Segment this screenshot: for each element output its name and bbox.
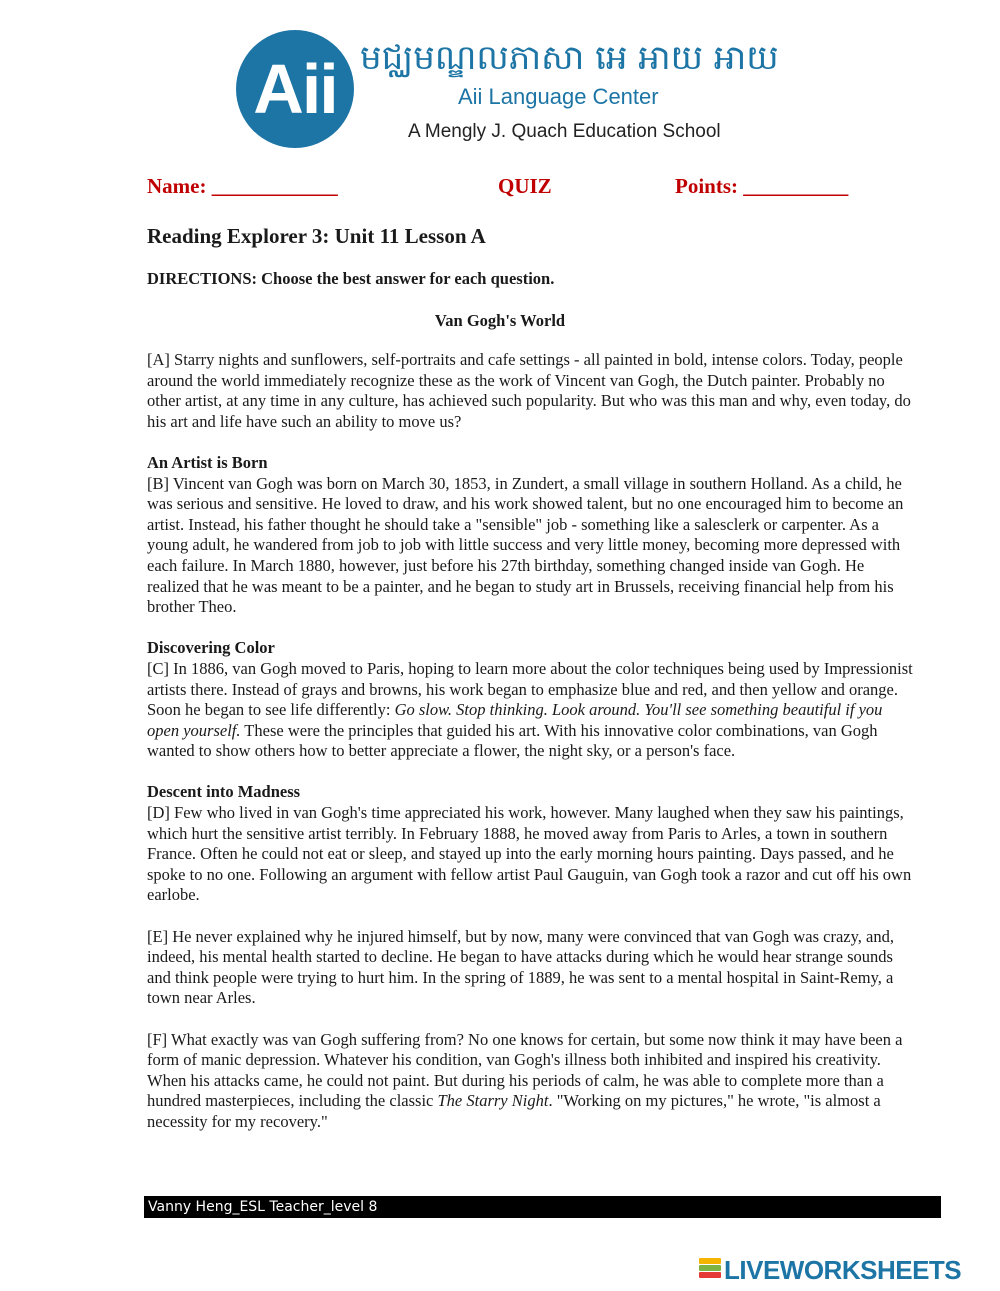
paragraph-f-text-2: . "Working on my pictures," he wrote, "is almost a necessity for my recovery.": [147, 1091, 881, 1131]
heading-descent-madness: Descent into Madness: [147, 782, 301, 802]
paragraph-f-text-1: [F] What exactly was van Gogh suffering from? No one knows for certain, but some now think it may have been a form of manic depression. Whatever his condition, van Gogh's illness both inhibited and inspired his creativity. When his attacks came, he could not paint. But during his periods of calm, he was able to complete more than a hundred masterpieces, including the classic: [147, 1029, 903, 1111]
paragraph-c: [147, 659, 913, 762]
paragraph-c-text-1: [C] In 1886, van Gogh moved to Paris, hoping to learn more about the color techniques being used by Impressionist artists there. Instead of grays and browns, his work began to emphasize blue and red, and then yellow and orange. Soon he began to see life differently:: [147, 658, 913, 720]
paragraph-f-italic: The Starry Night: [437, 1091, 549, 1111]
heading-discovering-color: Discovering Color: [147, 638, 275, 658]
center-subtitle: A Mengly J. Quach Education School: [408, 121, 721, 142]
center-khmer-name: មជ្ឈមណ្ឌលភាសា អេ អាយ អាយ: [360, 38, 779, 78]
liveworksheets-wordmark: LIVEWORKSHEETS: [724, 1255, 962, 1285]
quiz-label: QUIZ: [498, 174, 552, 198]
paragraph-f: [147, 1030, 913, 1133]
name-field: Name: ____________: [147, 174, 338, 198]
liveworksheets-brand: [699, 1255, 961, 1285]
paragraph-d: [D] Few who lived in van Gogh's time appreciated his work, however. Many laughed when they saw his paintings, which hurt the sensitive artist terribly. In February 1888, he moved away from Paris to Arles, a town in southern France. Often he could not eat or sleep, and stayed up into the early morning hours painting. Days passed, and he spoke to no one. Following an argument with fellow artist Paul Gauguin, van Gogh took a razor and cut off his own earlobe.: [147, 803, 912, 905]
liveworksheets-logo-icon: [699, 1258, 721, 1284]
paragraph-a: [A] Starry nights and sunflowers, self-portraits and cafe settings - all painted in bold, intense colors. Today, people around the world immediately recognize these as the work of Vincent van Gogh, the Dutch painter. Probably no other artist, at any time in any culture, has achieved such popularity. But who was this man and why, even today, do his art and life have such an ability to move us?: [147, 350, 911, 431]
passage-title: Van Gogh's World: [434, 311, 566, 330]
points-field: Points: __________: [675, 174, 849, 198]
reading-passage: [147, 350, 913, 1153]
aii-logo: Aii: [236, 30, 354, 148]
paragraph-e: [E] He never explained why he injured himself, but by now, many were convinced that van Gogh was crazy, and, indeed, his mental health started to decline. He began to have attacks during which he would hear strange sounds and think people were trying to hurt him. In the spring of 1889, he was sent to a mental hospital in Saint-Remy, a town near Arles.: [147, 926, 894, 1008]
center-name: Aii Language Center: [458, 84, 659, 109]
paragraph-c-text-2: These were the principles that guided his art. With his innovative color combinations, van Gogh wanted to show others how to better appreciate a flower, the night sky, or a person's face.: [147, 720, 878, 761]
heading-artist-born: An Artist is Born: [147, 452, 268, 472]
paragraph-c-italic: Go slow. Stop thinking. Look around. You'll see something beautiful if you open yourself.: [147, 700, 883, 740]
directions: DIRECTIONS: Choose the best answer for each question.: [147, 269, 555, 288]
paragraph-b: [B] Vincent van Gogh was born on March 30, 1853, in Zundert, a small village in southern Holland. As a child, he was serious and sensitive. He loved to draw, and his work showed talent, but no one encouraged him to become an artist. Instead, his father thought he should take a "sensible" job - something like a salesclerk or carpenter. As a young adult, he wandered from job to job with little success and very little money, becoming more depressed with each failure. In March 1880, however, just before his 27th birthday, something changed inside van Gogh. He realized that he was meant to be a painter, and he began to study art in Brussels, receiving financial help from his brother Theo.: [147, 473, 904, 617]
footer-teacher-bar: Vanny Heng_ESL Teacher_level 8: [144, 1196, 941, 1218]
worksheet-title: Reading Explorer 3: Unit 11 Lesson A: [147, 224, 486, 248]
